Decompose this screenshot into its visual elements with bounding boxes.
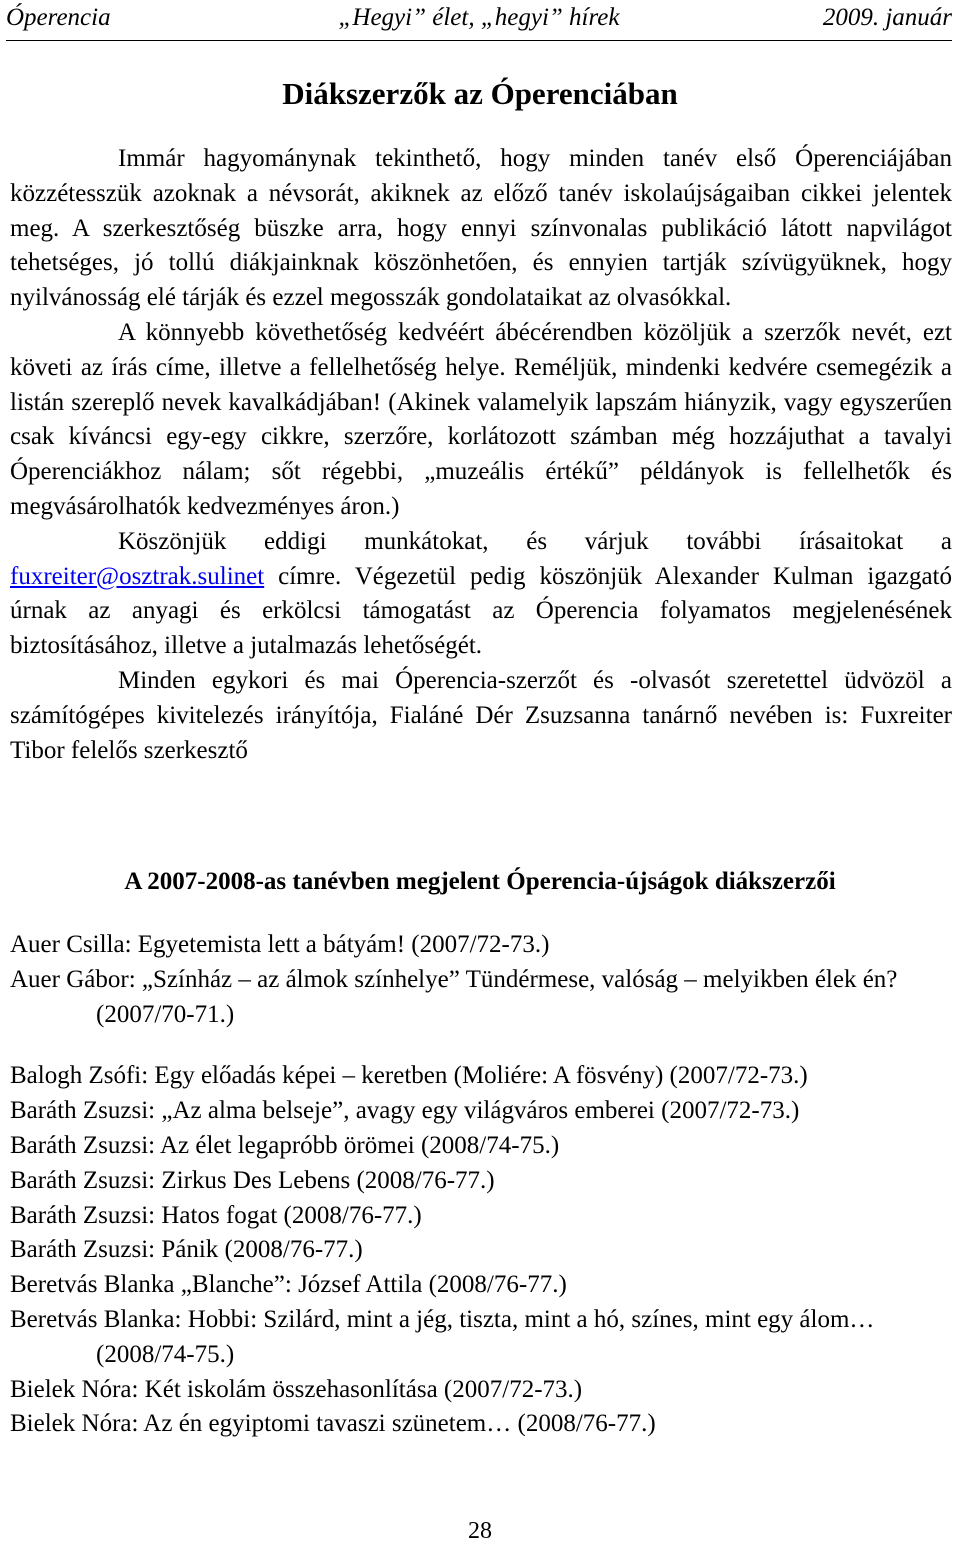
list-item: Auer Csilla: Egyetemista lett a bátyám! (2007/72-73.): [10, 931, 550, 958]
list-item: Baráth Zsuzsi: Zirkus Des Lebens (2008/76-77.): [10, 1166, 495, 1194]
list-item: Beretvás Blanka „Blanche”: József Attila (2008/76-77.): [10, 1271, 567, 1299]
list-item: Beretvás Blanka: Hobbi: Szilárd, mint a jég, tiszta, mint a hó, színes, mint egy álom… (2008/74-75.): [10, 1305, 875, 1368]
page-header: [6, 0, 952, 41]
paragraph-thanks-start: Köszönjük eddigi munkátokat, és várjuk további írásaitokat a: [118, 527, 952, 555]
list-heading: A 2007-2008-as tanévben megjelent Óperencia-újságok diákszerzői: [124, 868, 836, 895]
article-title: Diákszerzők az Óperenciában: [282, 76, 678, 111]
email-link[interactable]: fuxreiter@osztrak.sulinet: [10, 562, 265, 590]
header-date: 2009. január: [822, 4, 952, 31]
paragraph-greeting: Minden egykori és mai Óperencia-szerzőt és -olvasót szeretettel üdvözöl a számítógépes kivitelezés irányítója, Fialáné Dér Zsuzsanna tanárnő nevében is: Fuxreiter Tibor felelős szerkesztő: [10, 666, 952, 764]
paragraph-thanks: [10, 525, 952, 664]
list-item: Bielek Nóra: Két iskolám összehasonlítása (2007/72-73.): [10, 1375, 583, 1403]
list-item: Auer Gábor: „Színház – az álmok színhelye” Tündérmese, valóság – melyikben élek én? (2007/70-71.): [10, 965, 898, 1028]
paragraph-thanks-end: címre. Végezetül pedig köszönjük Alexander Kulman igazgató úrnak az anyagi és erkölcsi támogatást az Óperencia folyamatos megjelenésének biztosításához, illetve a jutalmazás lehetőségét.: [10, 562, 952, 660]
page-number: 28: [468, 1518, 492, 1544]
list-item: Balogh Zsófi: Egy előadás képei – keretben (Moliére: A fösvény) (2007/72-73.): [10, 1062, 808, 1090]
list-item: Bielek Nóra: Az én egyiptomi tavaszi szünetem… (2008/76-77.): [10, 1410, 656, 1438]
header-section: „Hegyi” élet, „hegyi” hírek: [338, 4, 620, 31]
list-item: Baráth Zsuzsi: Pánik (2008/76-77.): [10, 1236, 363, 1264]
paragraph-intro: Immár hagyománynak tekinthető, hogy minden tanév első Óperenciájában közzétesszük azoknak a névsorát, akiknek az előző tanév iskolaújságaiban cikkei jelentek meg. A szerkesztőség büszke arra, hogy ennyi színvonalas publikáció látott napvilágot tehetséges, jó tollú diákjainknak köszönhetően, és ennyien tartják szívügyüknek, hogy nyilvánosság elé tárják és ezzel megosszák gondolataikat az olvasókkal.: [10, 145, 952, 312]
article-body: [10, 142, 952, 768]
author-list: [10, 928, 952, 1442]
list-item: Baráth Zsuzsi: „Az alma belseje”, avagy egy világváros emberei (2007/72-73.): [10, 1097, 800, 1125]
list-item: Baráth Zsuzsi: Hatos fogat (2008/76-77.): [10, 1201, 422, 1229]
header-publication: Óperencia: [6, 4, 111, 31]
paragraph-ordering: A könnyebb követhetőség kedvéért ábécérendben közöljük a szerzők nevét, ezt követi az írás címe, illetve a fellelhetőség helye. Reméljük, mindenki kedvére csemegézik a listán szereplő nevek kavalkádjában! (Akinek valamelyik lapszám hiányzik, vagy egyszerűen csak kíváncsi egy-egy cikkre, szerzőre, korlátozott számban még hozzájuthat a tavalyi Óperenciákhoz nálam; sőt régebbi, „muzeális értékű” példányok is fellelhetők és megvásárolhatók kedvezményes áron.): [10, 318, 952, 520]
list-item: Baráth Zsuzsi: Az élet legapróbb örömei (2008/74-75.): [10, 1131, 560, 1159]
